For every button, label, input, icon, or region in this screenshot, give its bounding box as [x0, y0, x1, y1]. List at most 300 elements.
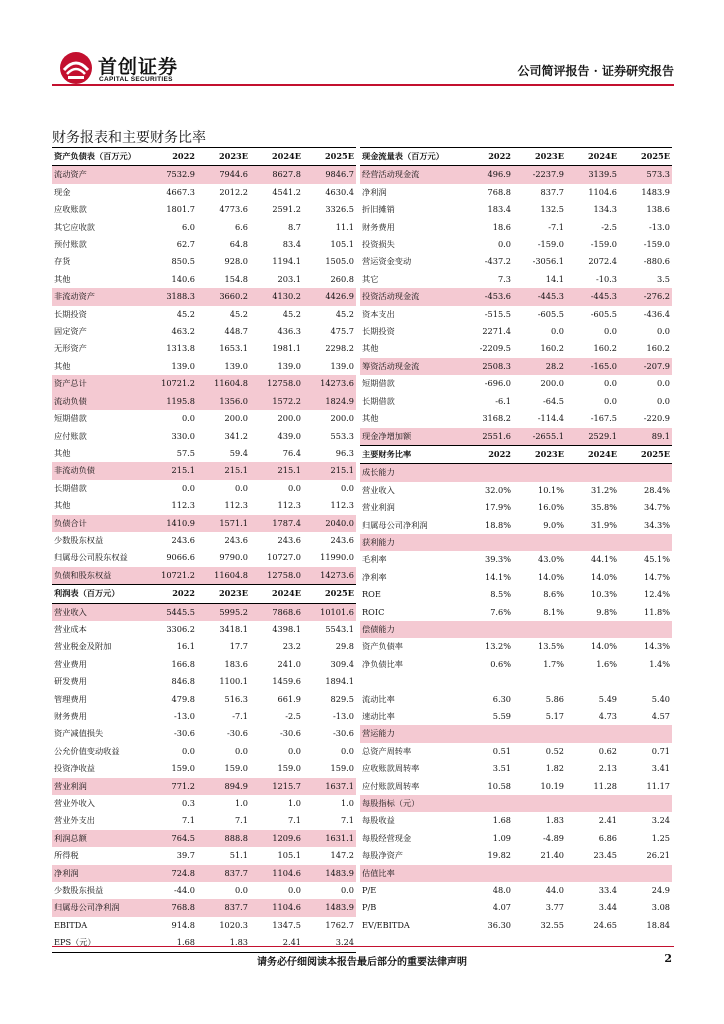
cell-value: 7944.6	[197, 166, 250, 184]
table-row	[52, 288, 356, 305]
cell-value: 32.0%	[484, 484, 511, 495]
cell-value: 14.0%	[590, 641, 617, 652]
table-row	[52, 271, 356, 288]
cell-value: 3306.2	[166, 623, 195, 634]
cell-value: -2237.9	[513, 166, 566, 184]
cell-value: 215.1	[250, 462, 303, 479]
table-row	[360, 725, 672, 742]
cell-value: -159.0	[643, 239, 670, 250]
cell-value: 2023E	[513, 445, 566, 463]
cell-value: 2.41	[250, 934, 303, 952]
cell-value: -13.0	[649, 221, 670, 232]
cell-value: 160.2	[646, 343, 670, 354]
table-row	[360, 604, 672, 621]
cell-value: 2022	[460, 445, 513, 463]
cell-value: 5.17	[545, 710, 564, 721]
cell-value: 2025E	[619, 148, 672, 166]
row-label: 归属母公司净利润	[362, 519, 428, 530]
cell-value: 1.83	[545, 815, 564, 826]
cell-value: 89.1	[619, 428, 672, 446]
cell-value: 132.5	[540, 204, 564, 215]
cell-value: 29.8	[335, 641, 354, 652]
table-row	[52, 480, 356, 497]
cell-value	[513, 673, 566, 690]
table-row	[360, 358, 672, 375]
cell-value: 12.4%	[643, 589, 670, 600]
cell-value: -436.4	[643, 308, 670, 319]
row-label: 营业收入	[362, 484, 395, 495]
cell-value: 24.65	[593, 919, 617, 930]
row-label: 总资产周转率	[362, 745, 412, 756]
row-label: 流动负债	[52, 393, 144, 410]
cell-value: 2298.2	[325, 343, 354, 354]
table-row	[360, 830, 672, 847]
row-label: EBITDA	[54, 919, 88, 930]
cell-value: 45.2	[282, 308, 301, 319]
cell-value: -2.5	[285, 711, 301, 721]
cell-value: 0.0	[603, 378, 617, 389]
table-row	[52, 656, 356, 673]
cell-value: 2025E	[619, 445, 672, 463]
cell-value: 0.62	[598, 745, 617, 756]
cell-value: -165.0	[566, 358, 619, 375]
cell-value: -445.3	[566, 288, 619, 305]
cell-value	[619, 725, 672, 742]
row-label: 毛利率	[362, 554, 387, 565]
cell-value: 2551.6	[460, 428, 513, 446]
cell-value: 3418.1	[219, 623, 248, 634]
cell-value: -64.5	[543, 395, 564, 406]
cell-value: 7868.6	[250, 603, 303, 621]
cell-value: 26.21	[646, 850, 670, 861]
cell-value: -437.2	[484, 256, 511, 267]
cell-value: 200.0	[277, 413, 301, 424]
cell-value: -445.3	[513, 288, 566, 305]
table-row	[360, 323, 672, 340]
cell-value: 12758.0	[250, 567, 303, 585]
cell-value: 1.0	[234, 798, 248, 809]
table-row	[52, 462, 356, 479]
cell-value: -159.0	[537, 239, 564, 250]
cell-value: 309.4	[330, 658, 354, 669]
cell-value: 1505.0	[325, 256, 354, 267]
cell-value: 0.0	[287, 482, 301, 493]
table-row	[52, 445, 356, 462]
cell-value: 139.0	[224, 360, 248, 371]
cell-value: 57.5	[176, 447, 195, 458]
cell-value: 341.2	[224, 430, 248, 441]
cell-value: 439.0	[277, 430, 301, 441]
cell-value: 1653.1	[219, 343, 248, 354]
row-label: 现金净增加额	[360, 428, 460, 446]
cell-value: -880.6	[643, 256, 670, 267]
cell-value: 45.2	[229, 308, 248, 319]
cell-value: 2024E	[250, 585, 303, 603]
cell-value: 159.0	[277, 763, 301, 774]
table-row	[52, 184, 356, 201]
cell-value: 2023E	[513, 148, 566, 166]
table-header-row	[52, 585, 356, 603]
cell-value: 260.8	[330, 273, 354, 284]
cell-value: 45.1%	[643, 554, 670, 565]
table-row	[52, 691, 356, 708]
cell-value: 2025E	[303, 585, 356, 603]
cell-value	[513, 865, 566, 882]
cell-value: 34.7%	[643, 502, 670, 513]
row-label: EPS（元）	[52, 934, 144, 952]
cell-value: 928.0	[224, 256, 248, 267]
table-row	[360, 638, 672, 655]
cell-value: 3.41	[651, 763, 670, 774]
cell-value: 6.0	[181, 221, 195, 232]
cell-value: 1.09	[492, 832, 511, 843]
row-label: 研发费用	[54, 676, 87, 687]
cell-value: 0.0	[234, 885, 248, 896]
row-label: 流动资产	[52, 166, 144, 184]
row-label: 管理费用	[54, 693, 87, 704]
cell-value: 0.0	[550, 326, 564, 337]
table-row	[360, 882, 672, 899]
cell-value: 203.1	[277, 273, 301, 284]
cell-value	[619, 621, 672, 638]
table-row	[360, 812, 672, 829]
table-row	[52, 934, 356, 952]
cell-value: 837.7	[197, 865, 250, 882]
cell-value: -7.1	[548, 221, 564, 232]
cell-value: 9.0%	[543, 519, 564, 530]
cell-value: 4773.6	[219, 204, 248, 215]
row-label: 净利润	[362, 186, 387, 197]
cell-value: 13.5%	[537, 641, 564, 652]
cell-value: 1410.9	[144, 515, 197, 532]
cell-value: 0.0	[181, 745, 195, 756]
cell-value: 14273.6	[303, 375, 356, 392]
cell-value: 45.2	[335, 308, 354, 319]
row-label: 营业外支出	[54, 815, 95, 826]
cell-value: 2023E	[197, 148, 250, 166]
table-row	[360, 656, 672, 673]
row-label: 经营活动现金流	[360, 166, 460, 184]
cell-value: 7.1	[234, 815, 248, 826]
cell-value: 5.86	[545, 693, 564, 704]
table-row	[52, 236, 356, 253]
row-label: 投资活动现金流	[360, 288, 460, 305]
table-row	[52, 812, 356, 829]
row-label: 少数股东权益	[54, 534, 104, 545]
table-row	[52, 917, 356, 934]
cell-value	[566, 464, 619, 482]
row-label: 成长能力	[360, 464, 460, 482]
table-row	[52, 340, 356, 357]
cell-value: 10.1%	[537, 484, 564, 495]
cell-value: 9846.7	[303, 166, 356, 184]
row-label: 每股净资产	[362, 850, 403, 861]
table-row	[52, 673, 356, 690]
row-label: 资产总计	[52, 375, 144, 392]
cell-value: 846.8	[171, 676, 195, 687]
cell-value: 3660.2	[197, 288, 250, 305]
table-row	[360, 673, 672, 690]
cell-value: 2.13	[598, 763, 617, 774]
cell-value	[513, 795, 566, 812]
cell-value: 0.0	[181, 482, 195, 493]
cell-value: 14.0%	[590, 571, 617, 582]
cell-value: 11.1	[335, 221, 354, 232]
table-row	[52, 778, 356, 795]
table-row	[52, 219, 356, 236]
cell-value	[619, 464, 672, 482]
cell-value: 479.8	[171, 693, 195, 704]
cell-value: 1104.6	[250, 865, 303, 882]
cell-value: 0.0	[234, 482, 248, 493]
cell-value: 436.3	[277, 326, 301, 337]
cell-value: 1762.7	[325, 919, 354, 930]
cell-value	[460, 865, 513, 882]
table-row	[360, 236, 672, 253]
cell-value: 62.7	[176, 239, 195, 250]
cell-value: 516.3	[224, 693, 248, 704]
cell-value: 166.8	[171, 658, 195, 669]
cell-value: 183.4	[487, 204, 511, 215]
cell-value: 888.8	[197, 830, 250, 847]
table-row	[360, 410, 672, 427]
cell-value	[566, 725, 619, 742]
cell-value: 4.07	[492, 902, 511, 913]
cell-value: 1215.7	[250, 778, 303, 795]
cell-value: 215.1	[144, 462, 197, 479]
row-label: 利润总额	[52, 830, 144, 847]
row-label	[360, 673, 460, 690]
row-label: 短期借款	[362, 378, 395, 389]
cell-value: 661.9	[277, 693, 301, 704]
row-label: 短期借款	[54, 413, 87, 424]
row-label: ROIC	[362, 606, 385, 617]
footer-divider	[52, 946, 674, 947]
cell-value: 139.0	[171, 360, 195, 371]
cell-value: -7.1	[232, 711, 248, 721]
cell-value: 2.41	[598, 815, 617, 826]
cell-value: 1572.2	[250, 393, 303, 410]
cell-value: 1195.8	[144, 393, 197, 410]
table-row	[360, 534, 672, 551]
cell-value: -2655.1	[513, 428, 566, 446]
cell-value: -207.9	[619, 358, 672, 375]
cell-value: 1.83	[197, 934, 250, 952]
cell-value: -13.0	[174, 711, 195, 721]
cell-value: 1.6%	[596, 658, 617, 669]
row-label: 利润表（百万元）	[52, 585, 144, 603]
cell-value: 4541.2	[272, 186, 301, 197]
cell-value: 11.17	[646, 780, 670, 791]
cell-value: 2023E	[197, 585, 250, 603]
cell-value	[566, 534, 619, 551]
cell-value: 31.2%	[590, 484, 617, 495]
table-row	[360, 393, 672, 410]
cell-value: 51.1	[229, 850, 248, 861]
table-row	[52, 515, 356, 532]
cell-value: 105.1	[277, 850, 301, 861]
table-row	[52, 865, 356, 882]
cell-value: 4426.9	[303, 288, 356, 305]
table-row	[360, 708, 672, 725]
cell-value: 3168.2	[482, 413, 511, 424]
cell-value: 0.71	[651, 745, 670, 756]
table-row	[360, 691, 672, 708]
cell-value: 448.7	[224, 326, 248, 337]
cell-value: 1100.1	[219, 676, 248, 687]
cell-value: 2072.4	[588, 256, 617, 267]
cell-value: 134.3	[593, 204, 617, 215]
cell-value: 32.55	[540, 919, 564, 930]
cell-value: 14.7%	[643, 571, 670, 582]
row-label: 预付账款	[54, 239, 87, 250]
footer-disclaimer: 请务必仔细阅读本报告最后部分的重要法律声明	[257, 957, 467, 968]
cell-value: 24.9	[651, 885, 670, 896]
cell-value: 3.44	[598, 902, 617, 913]
cell-value: 1.4%	[649, 658, 670, 669]
cell-value: 4667.3	[166, 186, 195, 197]
table-header-row	[360, 148, 672, 166]
cell-value: 8627.8	[250, 166, 303, 184]
cell-value: 10.58	[487, 780, 511, 791]
cell-value: 0.0	[340, 745, 354, 756]
cell-value: 8.1%	[543, 606, 564, 617]
cell-value: 1.82	[545, 763, 564, 774]
table-row	[360, 551, 672, 568]
cell-value	[619, 673, 672, 690]
cell-value: 14.3%	[643, 641, 670, 652]
row-label: 应付账款周转率	[362, 780, 420, 791]
cell-value	[460, 795, 513, 812]
cell-value: 6.30	[492, 693, 511, 704]
cell-value: 724.8	[144, 865, 197, 882]
table-row	[52, 253, 356, 270]
row-label: 其他	[54, 500, 71, 511]
cell-value: -4.89	[543, 832, 564, 843]
cell-value: 16.0%	[537, 502, 564, 513]
cell-value: 8.5%	[490, 589, 511, 600]
row-label: 主要财务比率	[360, 445, 460, 463]
cell-value: 160.2	[540, 343, 564, 354]
cell-value: 3.51	[492, 763, 511, 774]
cell-value: 7.1	[287, 815, 301, 826]
table-row	[360, 517, 672, 534]
cell-value: 3188.3	[144, 288, 197, 305]
cell-value: 1.0	[340, 798, 354, 809]
cell-value: 2024E	[566, 445, 619, 463]
cell-value: -2209.5	[479, 343, 511, 354]
table-header-row	[360, 445, 672, 463]
cell-value: 33.4	[598, 885, 617, 896]
table-row	[52, 795, 356, 812]
table-row	[52, 497, 356, 514]
cell-value: 914.8	[171, 919, 195, 930]
cell-value	[513, 621, 566, 638]
cell-value: 17.7	[229, 641, 248, 652]
cell-value	[513, 725, 566, 742]
cell-value: 76.4	[282, 447, 301, 458]
row-label: 每股经营现金	[362, 832, 412, 843]
row-label: 其他	[54, 360, 71, 371]
cell-value: 4.57	[651, 710, 670, 721]
cell-value: 200.0	[540, 378, 564, 389]
table-row	[360, 569, 672, 586]
table-row	[360, 288, 672, 305]
capital-securities-logo-icon	[58, 50, 94, 86]
row-label: 营业成本	[54, 623, 87, 634]
row-label: 其他	[362, 343, 379, 354]
table-row	[360, 306, 672, 323]
cell-value: 18.6	[492, 221, 511, 232]
cell-value: 139.0	[330, 360, 354, 371]
cell-value: 11604.8	[197, 567, 250, 585]
row-label: 筹资活动现金流	[360, 358, 460, 375]
left-financial-table-container	[52, 147, 356, 953]
cell-value: 3.77	[545, 902, 564, 913]
cell-value: -13.0	[333, 711, 354, 721]
cell-value: 14.1	[545, 273, 564, 284]
cell-value: 147.2	[330, 850, 354, 861]
cell-value: 4630.4	[325, 186, 354, 197]
cell-value	[619, 534, 672, 551]
row-label: 负债和股东权益	[52, 567, 144, 585]
cell-value: 0.0	[340, 885, 354, 896]
cell-value: 59.4	[229, 447, 248, 458]
cell-value: 11604.8	[197, 375, 250, 392]
row-label: 资产减值损失	[54, 728, 104, 739]
cell-value: 13.2%	[484, 641, 511, 652]
cell-value: 45.2	[176, 308, 195, 319]
cell-value: 215.1	[197, 462, 250, 479]
row-label: 公允价值变动收益	[54, 745, 120, 756]
cell-value: 2591.2	[272, 204, 301, 215]
cell-value: 17.9%	[484, 502, 511, 513]
cell-value: 3.08	[651, 902, 670, 913]
row-label: 负债合计	[52, 515, 144, 532]
cell-value: 1981.1	[272, 343, 301, 354]
table-row	[360, 166, 672, 184]
cell-value: 1483.9	[641, 186, 670, 197]
cell-value: 2040.0	[303, 515, 356, 532]
cell-value: 1104.6	[588, 186, 617, 197]
cell-value: -696.0	[484, 378, 511, 389]
cell-value: 159.0	[171, 763, 195, 774]
table-row	[52, 847, 356, 864]
row-label: 投资净收益	[54, 763, 95, 774]
cell-value: 5995.2	[197, 603, 250, 621]
cell-value: 1.68	[144, 934, 197, 952]
table-row	[52, 760, 356, 777]
logo-text-en: CAPITAL SECURITIES	[99, 76, 173, 83]
table-row	[360, 219, 672, 236]
cell-value: 5.59	[492, 710, 511, 721]
cell-value: -276.2	[619, 288, 672, 305]
table-row	[52, 166, 356, 184]
table-row	[52, 375, 356, 392]
cell-value	[460, 725, 513, 742]
cell-value: 0.52	[545, 745, 564, 756]
cell-value: 2022	[144, 585, 197, 603]
row-label: 营业收入	[52, 603, 144, 621]
table-row	[360, 340, 672, 357]
row-label: 资产负债表（百万元）	[52, 148, 144, 166]
table-row	[360, 482, 672, 499]
cell-value: 200.0	[224, 413, 248, 424]
row-label: 现金	[54, 186, 71, 197]
cell-value: 0.0	[656, 378, 670, 389]
cell-value: -30.6	[227, 728, 248, 739]
table-row	[52, 306, 356, 323]
